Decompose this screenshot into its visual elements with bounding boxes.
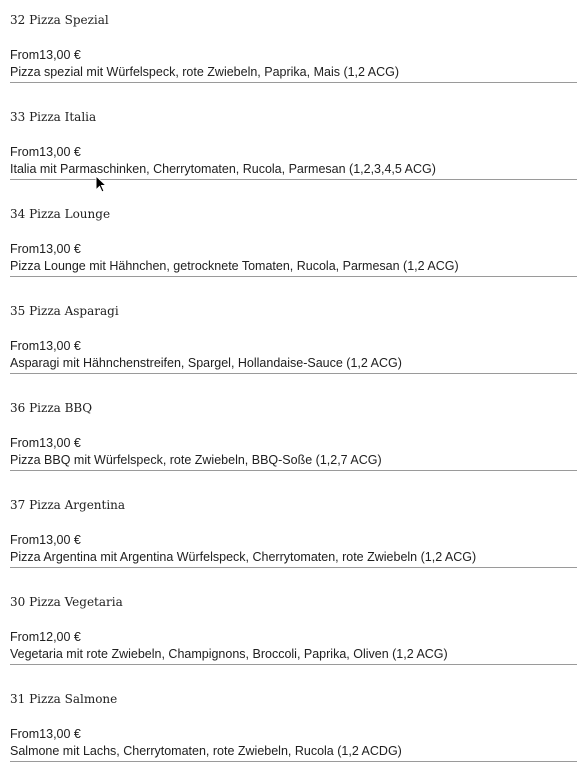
item-name: 36 Pizza BBQ [10,401,93,415]
item-description: Pizza spezial mit Würfelspeck, rote Zwiebeln, Paprika, Mais (1,2 ACG) [10,65,400,79]
item-name: 33 Pizza Italia [10,110,97,124]
item-description: Italia mit Parmaschinken, Cherrytomaten, Rucola, Parmesan (1,2,3,4,5 ACG) [10,162,436,176]
menu-item-pizza-argentina[interactable] [10,485,577,582]
item-price: From13,00 € [10,727,81,741]
divider [10,82,577,83]
item-name: 30 Pizza Vegetaria [10,595,123,609]
item-name: 32 Pizza Spezial [10,13,109,27]
item-description: Pizza BBQ mit Würfelspeck, rote Zwiebeln, BBQ-Soße (1,2,7 ACG) [10,453,382,467]
menu-item-pizza-vegetaria[interactable] [10,582,577,679]
item-description: Vegetaria mit rote Zwiebeln, Champignons, Broccoli, Paprika, Oliven (1,2 ACG) [10,647,448,661]
item-description: Pizza Argentina mit Argentina Würfelspeck, Cherrytomaten, rote Zwiebeln (1,2 ACG) [10,550,477,564]
item-price: From13,00 € [10,48,81,62]
item-name: 35 Pizza Asparagi [10,304,119,318]
item-description: Salmone mit Lachs, Cherrytomaten, rote Zwiebeln, Rucola (1,2 ACDG) [10,744,402,758]
menu-item-pizza-bbq[interactable] [10,388,577,485]
item-description: Pizza Lounge mit Hähnchen, getrocknete Tomaten, Rucola, Parmesan (1,2 ACG) [10,259,459,273]
menu-item-pizza-lounge[interactable] [10,194,577,291]
divider [10,567,577,568]
item-name: 34 Pizza Lounge [10,207,111,221]
menu-item-pizza-spezial[interactable] [10,0,577,97]
divider [10,761,577,762]
item-price: From13,00 € [10,242,81,256]
item-description: Asparagi mit Hähnchenstreifen, Spargel, Hollandaise-Sauce (1,2 ACG) [10,356,402,370]
menu-item-pizza-asparagi[interactable] [10,291,577,388]
divider [10,276,577,277]
item-price: From13,00 € [10,533,81,547]
item-name: 31 Pizza Salmone [10,692,118,706]
divider [10,470,577,471]
divider [10,373,577,374]
item-price: From13,00 € [10,145,81,159]
divider [10,664,577,665]
item-price: From13,00 € [10,436,81,450]
item-price: From12,00 € [10,630,81,644]
item-name: 37 Pizza Argentina [10,498,126,512]
menu-item-pizza-salmone[interactable] [10,679,577,776]
item-price: From13,00 € [10,339,81,353]
mouse-pointer-icon [95,175,107,193]
